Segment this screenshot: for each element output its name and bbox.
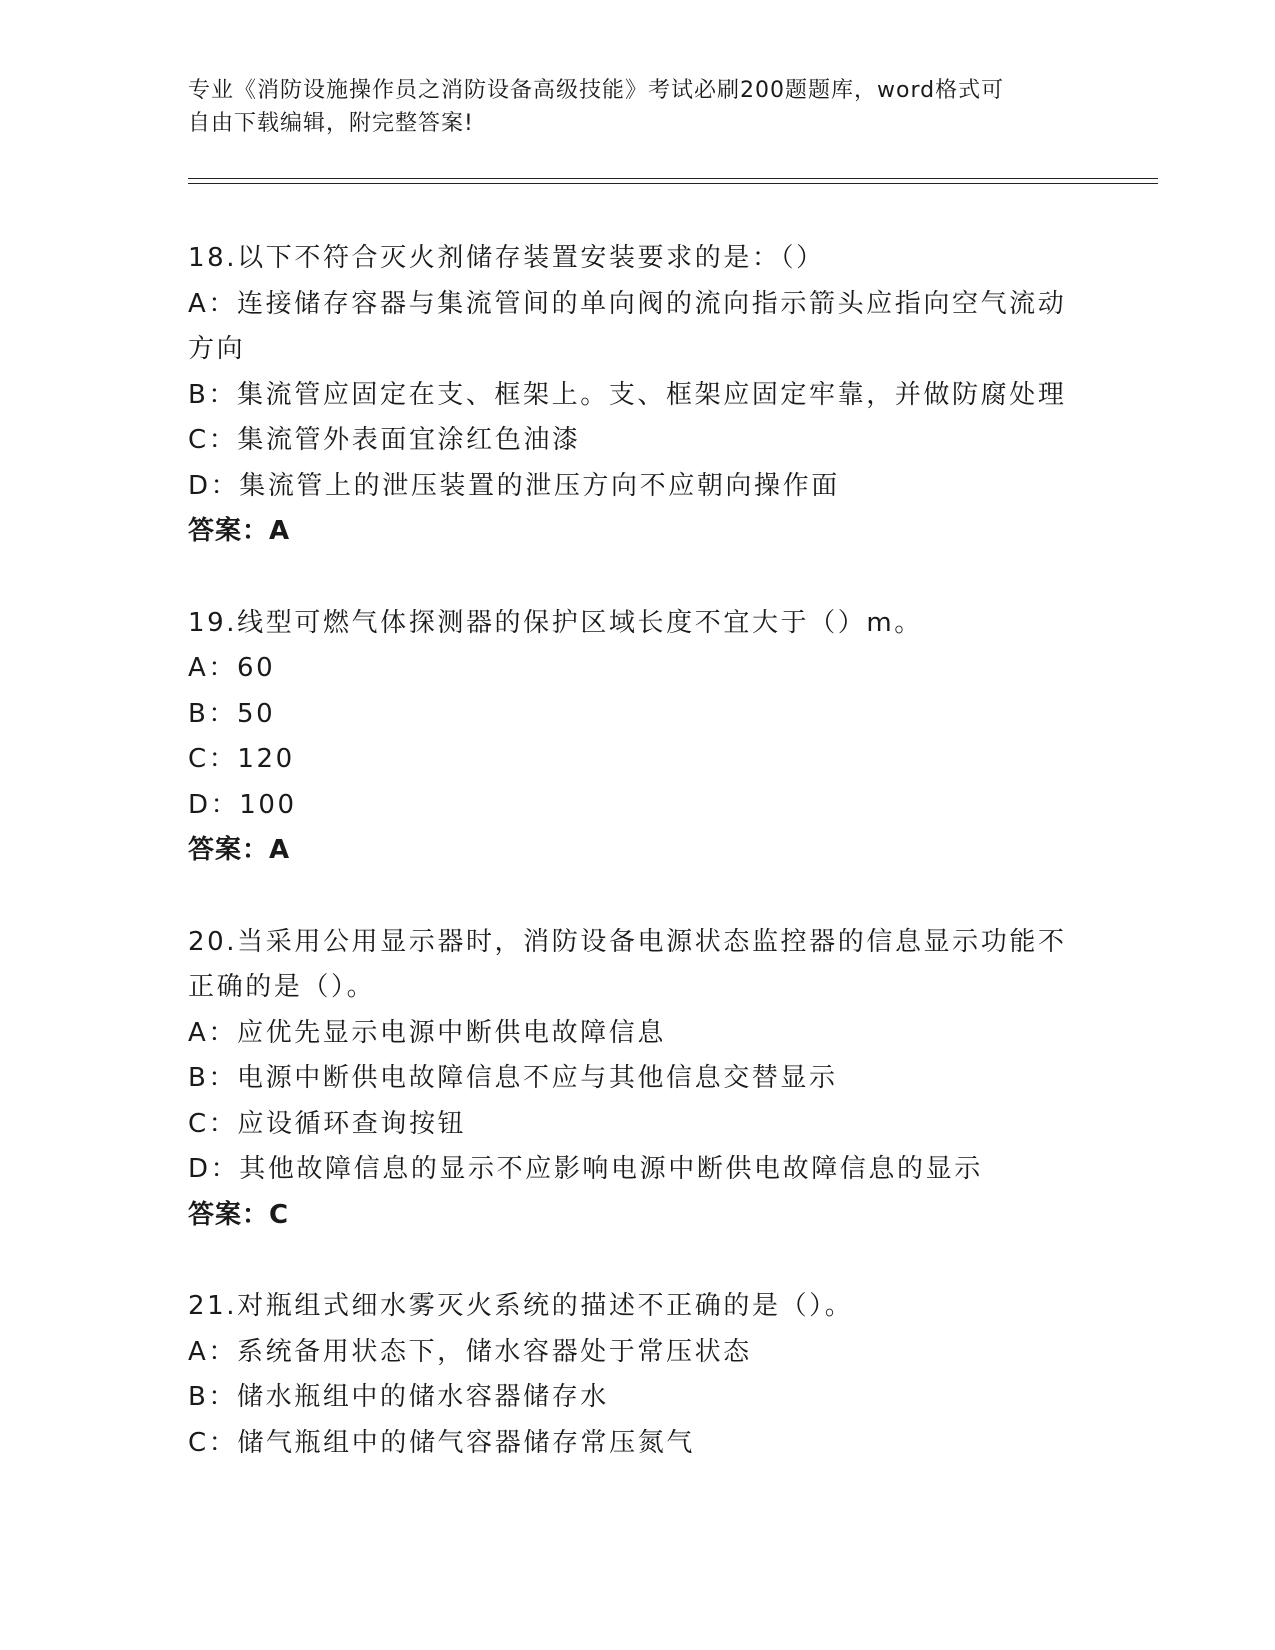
- question-item: [188, 236, 1088, 555]
- answer-option: A：系统备用状态下，储水容器处于常压状态: [188, 1336, 752, 1367]
- question-title: 18.以下不符合灭火剂储存装置安装要求的是：（）: [188, 243, 825, 273]
- answer-option: B：储水瓶组中的储水容器储存水: [188, 1382, 609, 1412]
- question-title: 20.当采用公用显示器时，消防设备电源状态监控器的信息显示功能不: [188, 926, 1067, 957]
- answer-option: A：60: [188, 653, 276, 683]
- header-line-1: 专业《消防设施操作员之消防设备高级技能》考试必刷200题题库，word格式可: [188, 78, 1005, 103]
- answer-option: B：电源中断供电故障信息不应与其他信息交替显示: [188, 1063, 838, 1093]
- answer-option: B：50: [188, 698, 276, 729]
- header-divider-bottom: [188, 183, 1158, 184]
- question-item: [188, 601, 1088, 874]
- answer-option: A：连接储存容器与集流管间的单向阀的流向指示箭头应指向空气流动: [188, 288, 1067, 319]
- answer-option: D：集流管上的泄压装置的泄压方向不应朝向操作面: [188, 470, 840, 501]
- document-header: [188, 74, 1068, 140]
- question-title: 21.对瓶组式细水雾灭火系统的描述不正确的是（）。: [188, 1291, 854, 1321]
- answer-key: 答案：A: [188, 516, 291, 546]
- answer-key: 答案：A: [188, 835, 291, 865]
- answer-option: C：应设循环查询按钮: [188, 1108, 467, 1139]
- question-item: [188, 920, 1088, 1239]
- answer-key: 答案：C: [188, 1199, 290, 1230]
- answer-option: C：120: [188, 744, 295, 774]
- answer-option: B：集流管应固定在支、框架上。支、框架应固定牢靠，并做防腐处理: [188, 379, 1067, 410]
- answer-option: C：储气瓶组中的储气容器储存常压氮气: [188, 1427, 695, 1458]
- question-title: 19.线型可燃气体探测器的保护区域长度不宜大于（）m。: [188, 607, 923, 638]
- question-item: [188, 1284, 1088, 1466]
- answer-option: 方向: [188, 334, 246, 364]
- answer-option: A：应优先显示电源中断供电故障信息: [188, 1017, 666, 1048]
- question-list: [188, 236, 1088, 1512]
- header-divider-top: [188, 178, 1158, 179]
- answer-option: C：集流管外表面宜涂红色油漆: [188, 425, 581, 455]
- header-line-2: 自由下载编辑，附完整答案!: [188, 111, 474, 136]
- answer-option: D：其他故障信息的显示不应影响电源中断供电故障信息的显示: [188, 1154, 983, 1184]
- answer-option: D：100: [188, 789, 297, 820]
- question-title: 正确的是（）。: [188, 972, 376, 1002]
